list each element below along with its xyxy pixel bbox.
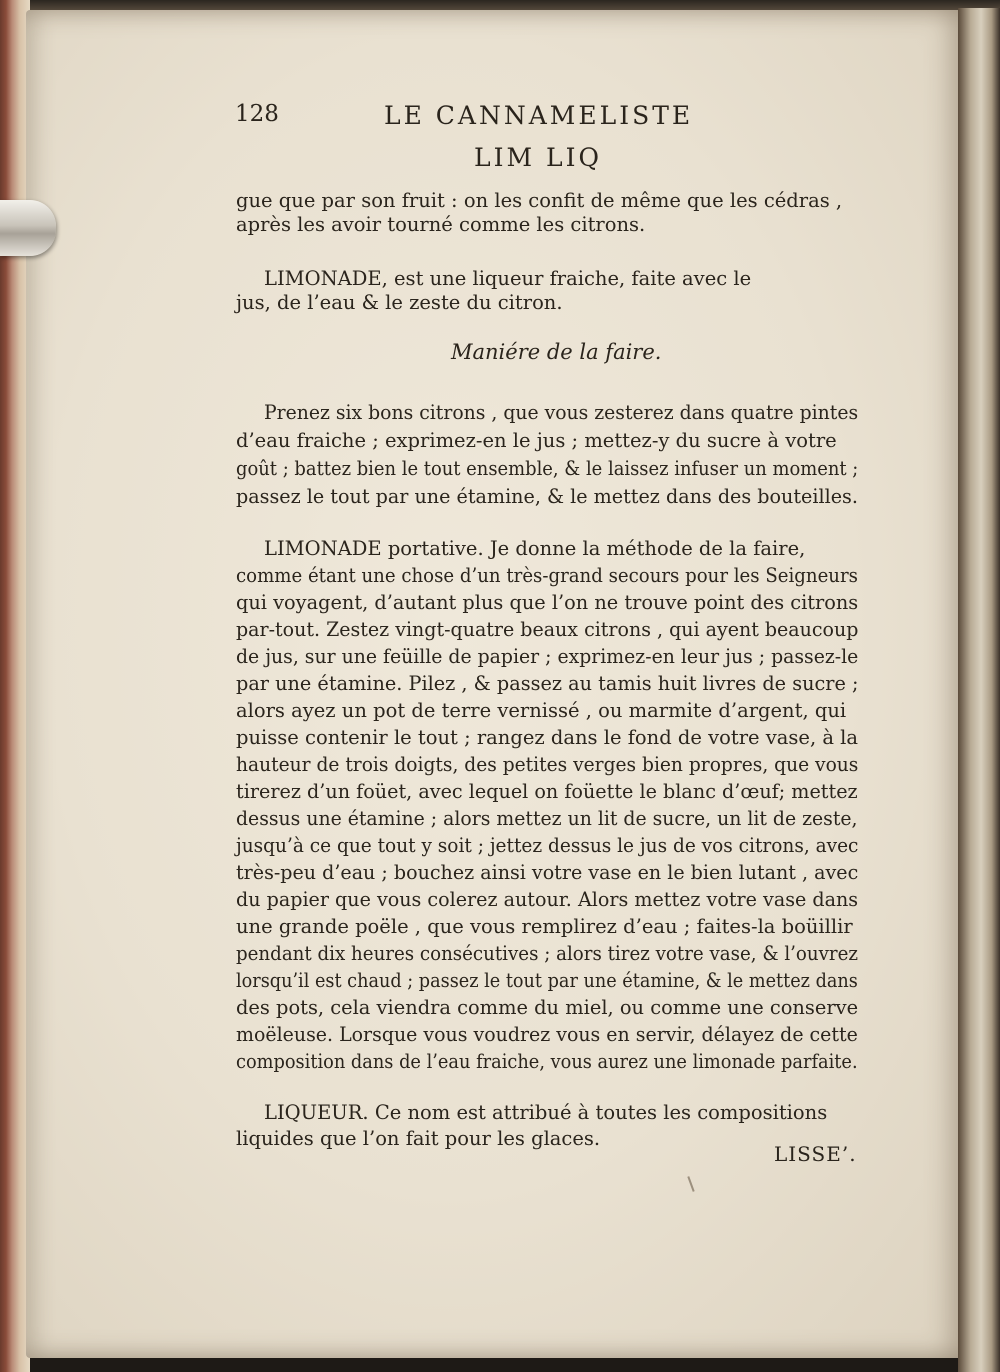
page-clip [0,200,56,256]
text-line: très-peu d’eau ; bouchez ainsi votre vase en le bien lutant , avec [236,861,859,884]
text-line: jusqu’à ce que tout y soit ; jettez dessus le jus de vos citrons, avec [236,834,859,857]
running-title: LE CANNAMELISTE [384,101,694,130]
text-line: par-tout. Zestez vingt-quatre beaux citrons , qui ayent beaucoup [236,618,859,641]
text-line: après les avoir tourné comme les citrons. [236,213,646,236]
text-line: gue que par son fruit : on les confit de même que les cédras , [236,189,843,212]
text-line: pendant dix heures consécutives ; alors tirez votre vase, & l’ouvrez [236,942,858,965]
text-line: par une étamine. Pilez , & passez au tamis huit livres de sucre ; [236,672,859,695]
book-spine [958,8,1000,1372]
text-line: dessus une étamine ; alors mettez un lit de sucre, un lit de zeste, [236,807,858,830]
text-line: composition dans de l’eau fraiche, vous aurez une limonade parfaite. [236,1050,858,1073]
text-line: LIMONADE, est une liqueur fraiche, faite avec le [264,267,752,290]
text-line: liquides que l’on fait pour les glaces. [236,1127,601,1150]
text-line: Prenez six bons citrons , que vous zesterez dans quatre pintes [264,401,859,424]
text-line: puisse contenir le tout ; rangez dans le fond de votre vase, à la [236,726,859,749]
page-number: 128 [235,101,279,127]
text-line: LIQUEUR. Ce nom est attribué à toutes les compositions [264,1101,828,1124]
text-line: hauteur de trois doigts, des petites verges bien propres, que vous [236,753,859,776]
text-line: des pots, cela viendra comme du miel, ou comme une conserve [236,996,859,1019]
catchword: LISSE’. [774,1142,857,1166]
text-line: alors ayez un pot de terre vernissé , ou marmite d’argent, qui [236,699,847,722]
text-line: comme étant une chose d’un très-grand secours pour les Seigneurs [236,564,858,587]
text-line: LIMONADE portative. Je donne la méthode de la faire, [264,537,806,560]
text-line: du papier que vous colerez autour. Alors mettez votre vase dans [236,888,859,911]
text-line: moëleuse. Lorsque vous voudrez vous en servir, délayez de cette [236,1023,858,1046]
text-line: tirerez d’un foüet, avec lequel on foüette le blanc d’œuf; mettez [236,780,858,803]
text-line: jus, de l’eau & le zeste du citron. [236,291,563,314]
text-line: de jus, sur une feüille de papier ; exprimez-en leur jus ; passez-le [236,645,859,668]
text-line: goût ; battez bien le tout ensemble, & le laissez infuser un moment ; [236,457,859,480]
section-heading: Maniére de la faire. [451,340,662,364]
text-line: passez le tout par une étamine, & le mettez dans des bouteilles. [236,485,858,508]
section-range: LIM LIQ [474,143,602,172]
text-line: une grande poële , que vous remplirez d’eau ; faites-la boüillir [236,915,853,938]
text-line: qui voyagent, d’autant plus que l’on ne trouve point des citrons [236,591,859,614]
text-line: lorsqu’il est chaud ; passez le tout par une étamine, & le mettez dans [236,969,858,992]
text-line: d’eau fraiche ; exprimez-en le jus ; mettez-y du sucre à votre [236,429,837,452]
